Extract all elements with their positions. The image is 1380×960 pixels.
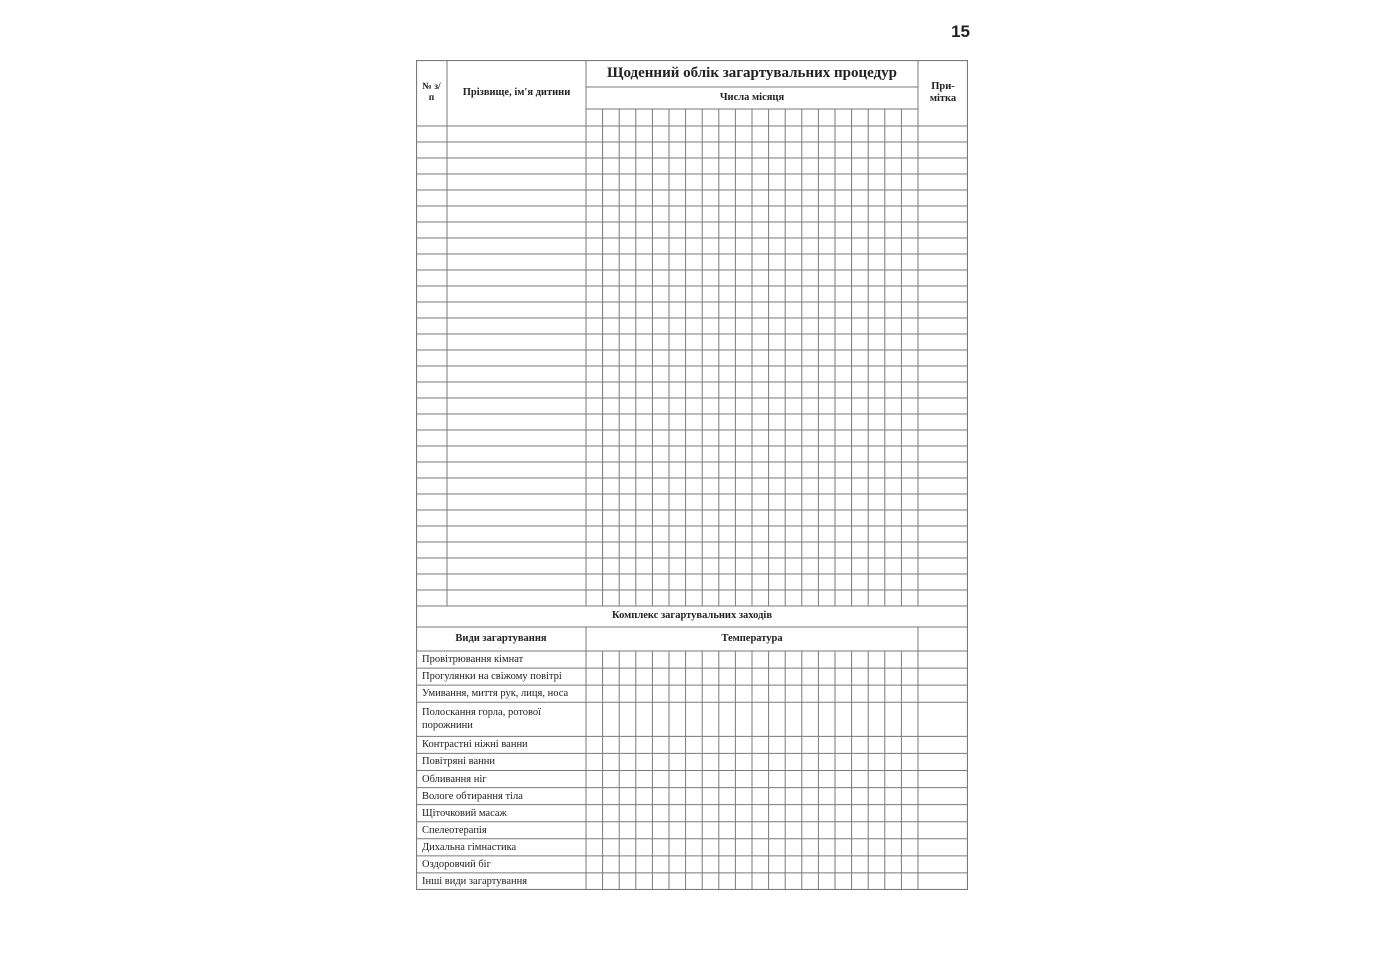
procedure-label: Провітрювання кімнат (422, 654, 524, 666)
hardening-log-form (416, 60, 968, 890)
page-number: 15 (951, 22, 970, 41)
temperature-header: Температура (721, 632, 783, 644)
procedure-label: Полоскання горла, ротової порожнини (422, 707, 542, 732)
procedure-label: Вологе обтирання тіла (422, 790, 523, 802)
procedure-label: Спелеотерапія (422, 824, 487, 836)
hardening-types-header: Види загартування (455, 632, 547, 644)
complex-section-title: Комплекс загартувальних заходів (611, 610, 773, 622)
child-name-header: Прізвище, ім'я дитини (462, 86, 571, 98)
days-of-month-header: Числа місяця (719, 91, 785, 103)
procedure-label: Умивання, миття рук, лиця, носа (422, 688, 569, 700)
procedure-label: Інші види загартування (422, 875, 528, 887)
table-title: Щоденний облік загартувальних процедур (607, 64, 897, 81)
row-number-header: № з/п (422, 82, 441, 103)
procedure-label: Прогулянки на свіжому повітрі (422, 671, 562, 683)
procedure-label: Оздоровчий біг (422, 858, 491, 870)
procedure-label: Щіточковий масаж (422, 807, 507, 819)
note-header: При-мітка (929, 80, 957, 104)
procedure-label: Обливання ніг (422, 773, 487, 785)
procedure-label: Контрастні ніжні ванни (422, 739, 528, 751)
procedure-label: Дихальна гімнастика (422, 841, 517, 853)
procedure-label: Повітряні ванни (422, 756, 496, 768)
